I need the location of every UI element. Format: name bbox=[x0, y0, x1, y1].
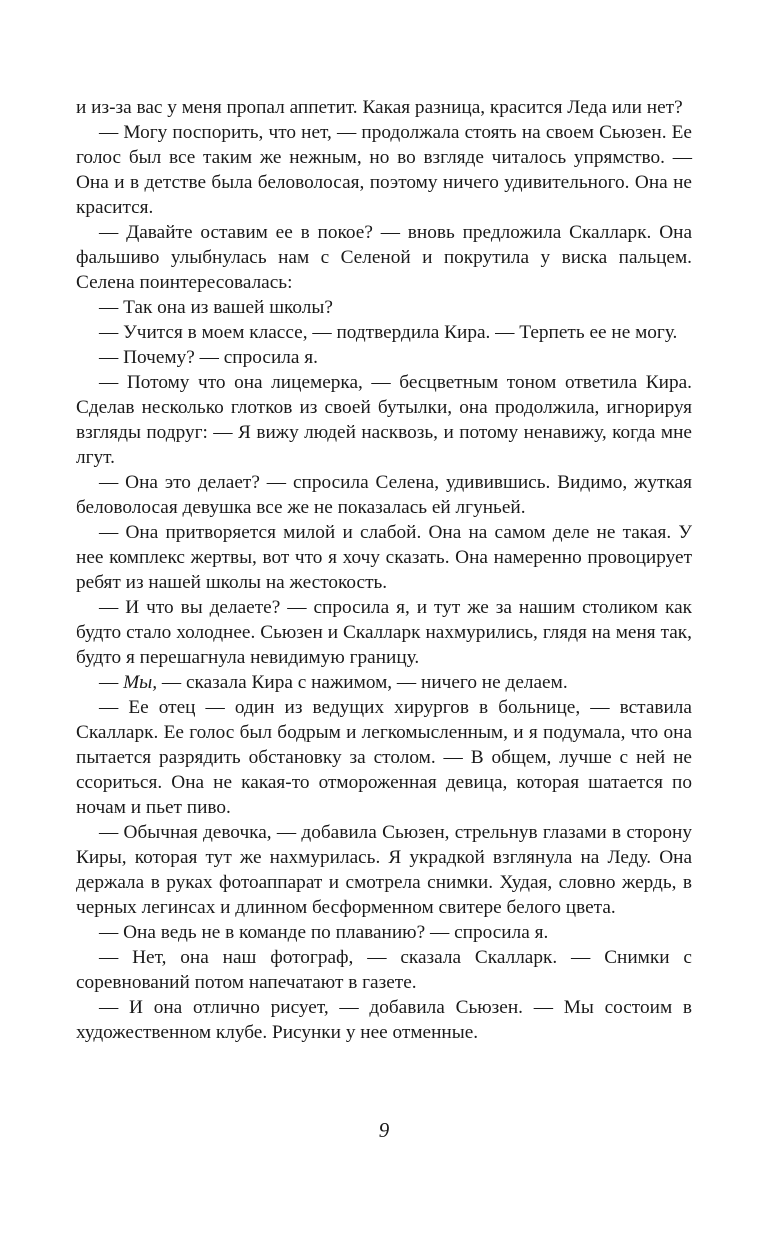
paragraph: — Ее отец — один из ведущих хирургов в больнице, — вставила Скалларк. Ее голос был бодрым и легкомысленным, и я подумала, что она пытается разрядить обстановку за столом. — В общем, лучше с ней не ссориться. Она не какая-то отмороженная девица, которая шатается по ночам и пьет пиво. bbox=[76, 697, 692, 818]
paragraph: — Обычная девочка, — добавила Сьюзен, стрельнув глазами в сторону Киры, которая тут же нахмурилась. Я украдкой взглянула на Леду. Она держала в руках фотоаппарат и смотрела снимки. Худая, словно жердь, в черных легинсах и длинном бесформенном свитере белого цвета. bbox=[76, 822, 692, 918]
paragraph: — Потому что она лицемерка, — бесцветным тоном ответила Кира. Сделав несколько глотков из своей бутылки, она продолжила, игнорируя взгляды подруг: — Я вижу людей насквозь, и потому ненавижу, когда мне лгут. bbox=[76, 372, 692, 468]
paragraph: — Она притворяется милой и слабой. Она на самом деле не такая. У нее комплекс жертвы, вот что я хочу сказать. Она намеренно провоцирует ребят из нашей школы на жестокость. bbox=[76, 522, 692, 593]
page-number: 9 bbox=[378, 1118, 390, 1142]
dash: — bbox=[99, 672, 124, 693]
paragraph: — Давайте оставим ее в покое? — вновь предложила Скалларк. Она фальшиво улыбнулась нам с Селеной и покрутила у виска пальцем. Селена поинтересовалась: bbox=[76, 222, 692, 293]
paragraph: — Учится в моем классе, — подтвердила Кира. — Терпеть ее не могу. bbox=[99, 322, 678, 343]
paragraph-rest: — сказала Кира с нажимом, — ничего не делаем. bbox=[157, 672, 568, 693]
paragraph: — И что вы делаете? — спросила я, и тут же за нашим столиком как будто стало холоднее. Сьюзен и Скалларк нахмурились, глядя на меня так, будто я перешагнула невидимую границу. bbox=[76, 597, 692, 668]
emphasis: Мы, bbox=[123, 672, 158, 693]
paragraph: и из-за вас у меня пропал аппетит. Какая разница, красится Леда или нет? bbox=[76, 97, 683, 118]
paragraph: — Она ведь не в команде по плаванию? — спросила я. bbox=[99, 922, 549, 943]
body-text bbox=[76, 95, 692, 1045]
paragraph-with-emphasis bbox=[76, 670, 692, 695]
paragraph: — И она отлично рисует, — добавила Сьюзен. — Мы состоим в художественном клубе. Рисунки у нее отменные. bbox=[76, 997, 692, 1043]
paragraph: — Могу поспорить, что нет, — продолжала стоять на своем Сьюзен. Ее голос был все таким же нежным, но во взгляде читалось упрямство. — Она и в детстве была беловолосая, поэтому ничего удивительного. Она не красится. bbox=[76, 122, 692, 218]
paragraph: — Нет, она наш фотограф, — сказала Скалларк. — Снимки с соревнований потом напечатают в газете. bbox=[76, 947, 692, 993]
paragraph: — Она это делает? — спросила Селена, удивившись. Видимо, жуткая беловолосая девушка все же не показалась ей лгуньей. bbox=[76, 472, 692, 518]
paragraph: — Почему? — спросила я. bbox=[99, 347, 318, 368]
paragraph: — Так она из вашей школы? bbox=[99, 297, 333, 318]
